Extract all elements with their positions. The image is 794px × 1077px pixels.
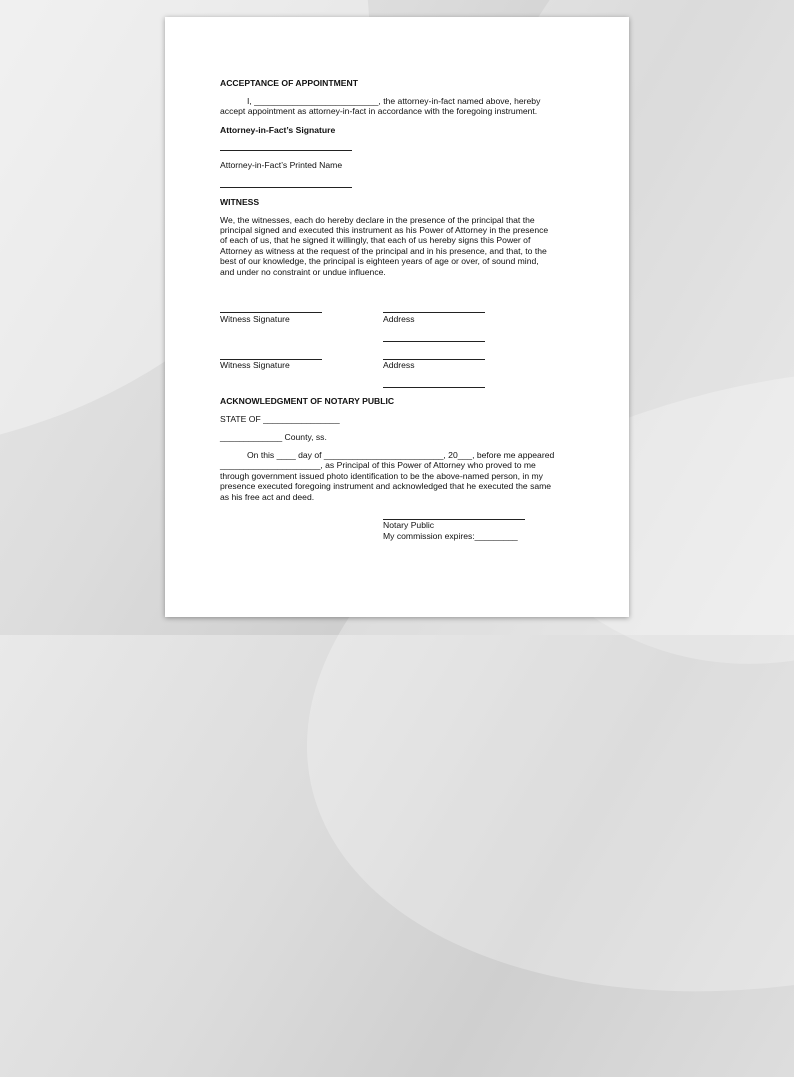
- witness-paragraph-line: and under no constraint or undue influence.: [220, 267, 386, 277]
- notary-body-line: On this ____ day of _________________________, 20___, before me appeared: [247, 450, 555, 460]
- witness-1-address-label: Address: [383, 314, 415, 324]
- witness-paragraph-line: principal signed and executed this instrument as his Power of Attorney in the presence: [220, 225, 549, 235]
- witness-2-address-label: Address: [383, 360, 415, 370]
- witness-2-signature-label: Witness Signature: [220, 360, 290, 370]
- notary-commission-label: My commission expires:_________: [383, 531, 518, 541]
- notary-county-line: _____________ County, ss.: [220, 432, 327, 442]
- attorney-signature-label: Attorney-in-Fact’s Signature: [220, 125, 336, 135]
- notary-body-line: through government issued photo identification to be the above-named person, in my: [220, 471, 543, 481]
- witness-paragraph-line: best of our knowledge, the principal is eighteen years of age or over, of sound mind,: [220, 256, 539, 266]
- witness-2-address-line-2: [383, 387, 485, 388]
- acceptance-line-2: accept appointment as attorney-in-fact in accordance with the foregoing instrument.: [220, 106, 538, 116]
- attorney-signature-line: [220, 150, 352, 151]
- acceptance-line-1: I, __________________________, the attorney-in-fact named above, hereby: [247, 96, 541, 106]
- notary-body-line: presence executed foregoing instrument and acknowledged that he executed the same: [220, 481, 552, 491]
- witness-1-signature-line: [220, 312, 322, 313]
- attorney-printed-name-line: [220, 187, 352, 188]
- witness-paragraph-line: We, the witnesses, each do hereby declare in the presence of the principal that the: [220, 215, 535, 225]
- acceptance-heading: ACCEPTANCE OF APPOINTMENT: [220, 78, 358, 88]
- document-page: [165, 17, 629, 617]
- attorney-printed-name-label: Attorney-in-Fact’s Printed Name: [220, 160, 343, 170]
- witness-1-address-line-2: [383, 341, 485, 342]
- witness-1-signature-label: Witness Signature: [220, 314, 290, 324]
- witness-paragraph-line: Attorney as witness at the request of the principal and in his presence, and that, to the: [220, 246, 547, 256]
- notary-public-label: Notary Public: [383, 520, 435, 530]
- witness-1-address-line: [383, 312, 485, 313]
- witness-heading: WITNESS: [220, 197, 260, 207]
- notary-body-line: as his free act and deed.: [220, 492, 315, 502]
- witness-paragraph-line: of each of us, that he signed it willingly, that each of us hereby signs this Power of: [220, 235, 531, 245]
- notary-body-line: _____________________, as Principal of this Power of Attorney who proved to me: [220, 460, 536, 470]
- notary-heading: ACKNOWLEDGMENT OF NOTARY PUBLIC: [220, 396, 395, 406]
- notary-state-line: STATE OF ________________: [220, 414, 340, 424]
